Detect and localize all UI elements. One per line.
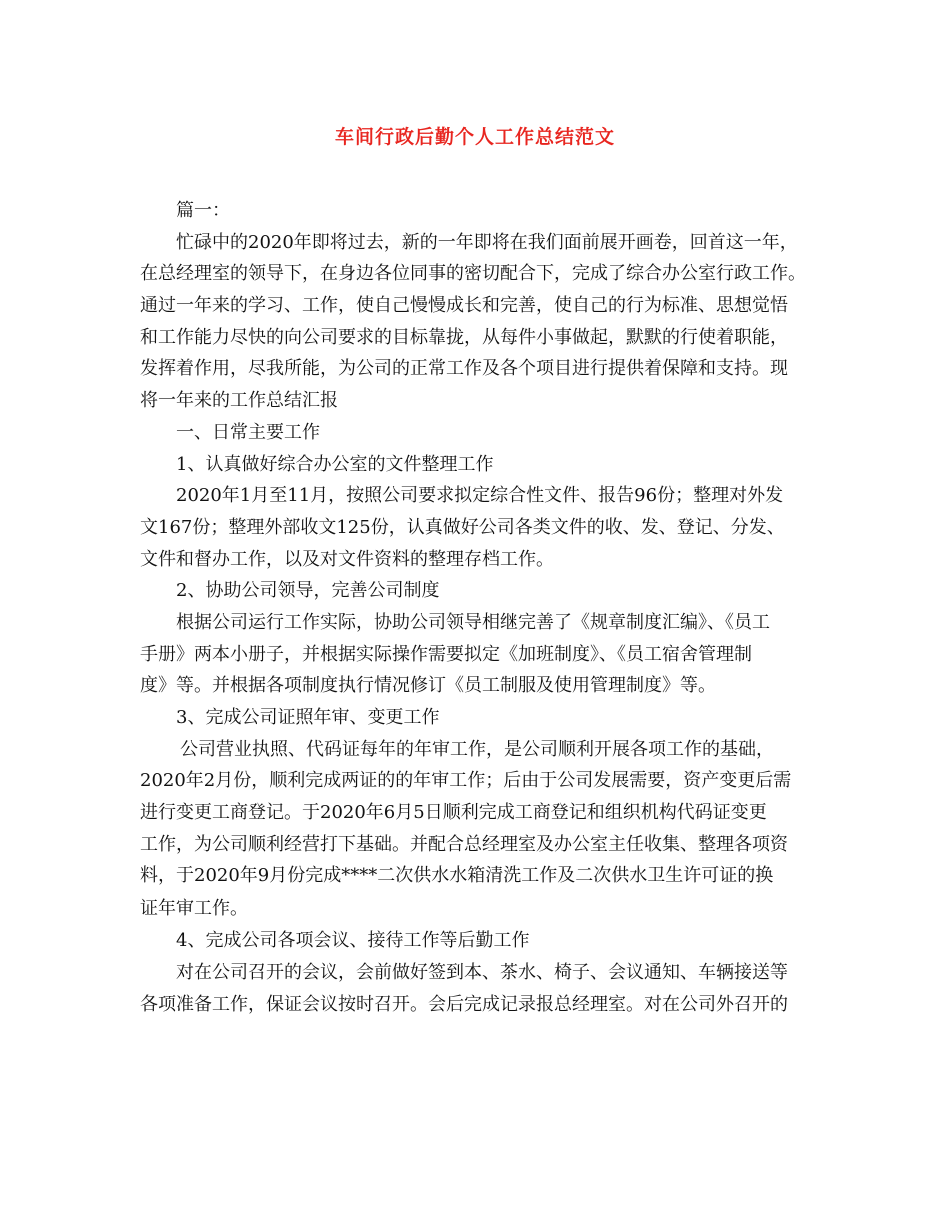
paragraph-line: 根据公司运行工作实际，协助公司领导相继完善了《规章制度汇编》、《员工	[176, 611, 770, 633]
paragraph-line: 公司营业执照、代码证每年的年审工作，是公司顺利开展各项工作的基础，	[180, 738, 774, 760]
subsection-heading: 3、完成公司证照年审、变更工作	[176, 707, 440, 728]
paragraph-line: 篇一：	[176, 200, 230, 221]
paragraph-line: 进行变更工商登记。于2020年6月5日顺利完成工商登记和组织机构代码证变更	[140, 802, 767, 824]
paragraph-line: 手册》两本小册子，并根据实际操作需要拟定《加班制度》、《员工宿舍管理制	[140, 643, 752, 665]
subsection-heading: 2、协助公司领导，完善公司制度	[176, 580, 440, 602]
paragraph-line: 通过一年来的学习、工作，使自己慢慢成长和完善，使自己的行为标准、思想觉悟	[140, 295, 788, 317]
paragraph-line: 发挥着作用，尽我所能，为公司的正常工作及各个项目进行提供着保障和支持。现	[140, 358, 788, 380]
subsection-heading: 1、认真做好综合办公室的文件整理工作	[176, 453, 494, 475]
paragraph-line: 在总经理室的领导下，在身边各位同事的密切配合下，完成了综合办公室行政工作。	[140, 263, 806, 285]
paragraph-line: 2020年1月至11月，按照公司要求拟定综合性文件、报告96份；整理对外发	[176, 485, 784, 507]
paragraph-line: 工作，为公司顺利经营打下基础。并配合总经理室及办公室主任收集、整理各项资	[140, 833, 788, 855]
subsection-heading: 4、完成公司各项会议、接待工作等后勤工作	[176, 930, 530, 952]
paragraph-line: 将一年来的工作总结汇报	[140, 390, 338, 412]
paragraph-line: 和工作能力尽快的向公司要求的目标靠拢，从每件小事做起，默默的行使着职能，	[140, 326, 788, 348]
paragraph-line: 2020年2月份，顺利完成两证的的年审工作；后由于公司发展需要，资产变更后需	[140, 770, 792, 792]
section-heading: 一、日常主要工作	[176, 421, 320, 443]
paragraph-line: 对在公司召开的会议，会前做好签到本、茶水、椅子、会议通知、车辆接送等	[176, 961, 788, 983]
paragraph-line: 料，于2020年9月份完成****二次供水水箱清洗工作及二次供水卫生许可证的换	[140, 865, 774, 887]
document-body	[140, 195, 820, 1020]
paragraph-line: 文件和督办工作，以及对文件资料的整理存档工作。	[140, 548, 554, 570]
document-title: 车间行政后勤个人工作总结范文	[334, 126, 615, 148]
paragraph-line: 各项准备工作，保证会议按时召开。会后完成记录报总经理室。对在公司外召开的	[140, 993, 788, 1015]
paragraph-line: 文167份；整理外部收文125份，认真做好公司各类文件的收、发、登记、分发、	[140, 516, 785, 538]
paragraph-line: 度》等。并根据各项制度执行情况修订《员工制服及使用管理制度》等。	[140, 675, 716, 697]
paragraph-line: 证年审工作。	[140, 898, 248, 920]
paragraph-line: 忙碌中的2020年即将过去，新的一年即将在我们面前展开画卷，回首这一年，	[176, 231, 798, 253]
